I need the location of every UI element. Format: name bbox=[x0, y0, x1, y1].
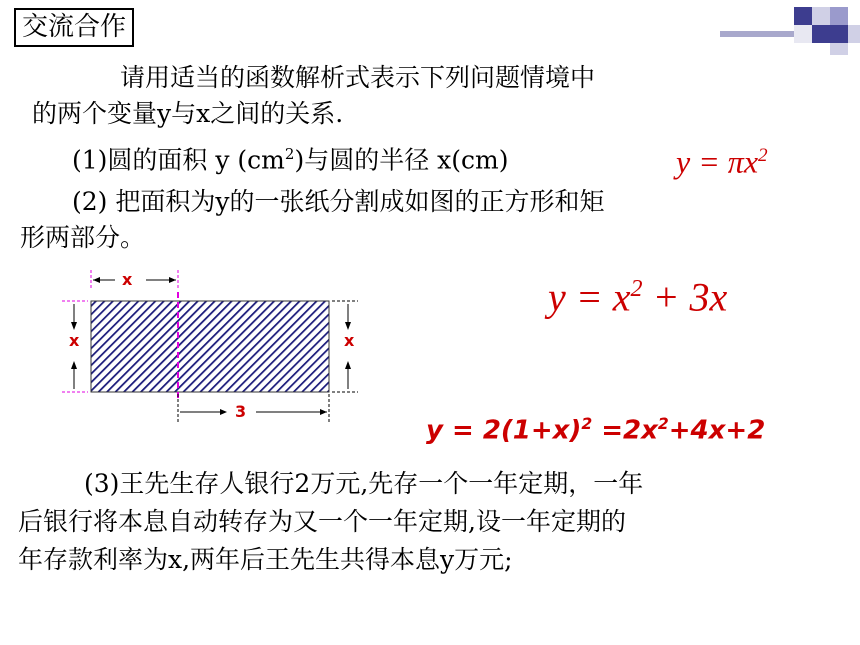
q2-formula-b: =2x bbox=[592, 415, 658, 446]
q1-text-b: )与圆的半径 x(cm) bbox=[294, 145, 509, 175]
q2-answer-a: y = x bbox=[548, 274, 631, 320]
question-3-line-1: (3)王先生存人银行2万元,先存一个一年定期，一年 bbox=[84, 469, 644, 498]
q2-answer-sup: 2 bbox=[630, 276, 643, 302]
intro-line-1: 请用适当的函数解析式表示下列问题情境中 bbox=[120, 63, 596, 92]
question-3-line-3: 年存款利率为x,两年后王先生共得本息y万元; bbox=[18, 545, 513, 574]
figure-label-top: x bbox=[122, 270, 133, 289]
q2-formula-a: y = 2(1+x) bbox=[426, 415, 582, 446]
decorative-squares bbox=[720, 5, 860, 55]
question-2-line-1: (2) 把面积为y的一张纸分割成如图的正方形和矩 bbox=[72, 187, 605, 216]
figure-label-right: x bbox=[344, 331, 355, 350]
q1-answer-sup: 2 bbox=[758, 145, 768, 166]
q2-formula-c: +4x+2 bbox=[668, 415, 766, 446]
q1-sup: 2 bbox=[284, 145, 295, 163]
q2-formula bbox=[426, 406, 765, 449]
figure-label-bottom: 3 bbox=[235, 402, 247, 421]
hatched-rectangle bbox=[91, 301, 329, 392]
question-3-line-2: 后银行将本息自动转存为又一个一年定期,设一年定期的 bbox=[18, 507, 626, 536]
section-tag: 交流合作 bbox=[14, 8, 134, 47]
q2-formula-sup-2: 2 bbox=[657, 415, 669, 433]
q2-answer-b: + 3x bbox=[642, 274, 728, 320]
question-1 bbox=[72, 138, 508, 176]
q1-answer-prefix: y = πx bbox=[676, 143, 759, 180]
question-2-line-2: 形两部分。 bbox=[20, 223, 146, 252]
partition-figure bbox=[60, 268, 370, 428]
q2-formula-sup-1: 2 bbox=[581, 415, 593, 433]
figure-label-left: x bbox=[69, 331, 80, 350]
intro-line-2: 的两个变量y与x之间的关系. bbox=[32, 99, 344, 128]
q1-text-a: (1)圆的面积 y (cm bbox=[72, 145, 285, 175]
q1-answer bbox=[676, 136, 768, 182]
q2-answer bbox=[548, 264, 727, 322]
